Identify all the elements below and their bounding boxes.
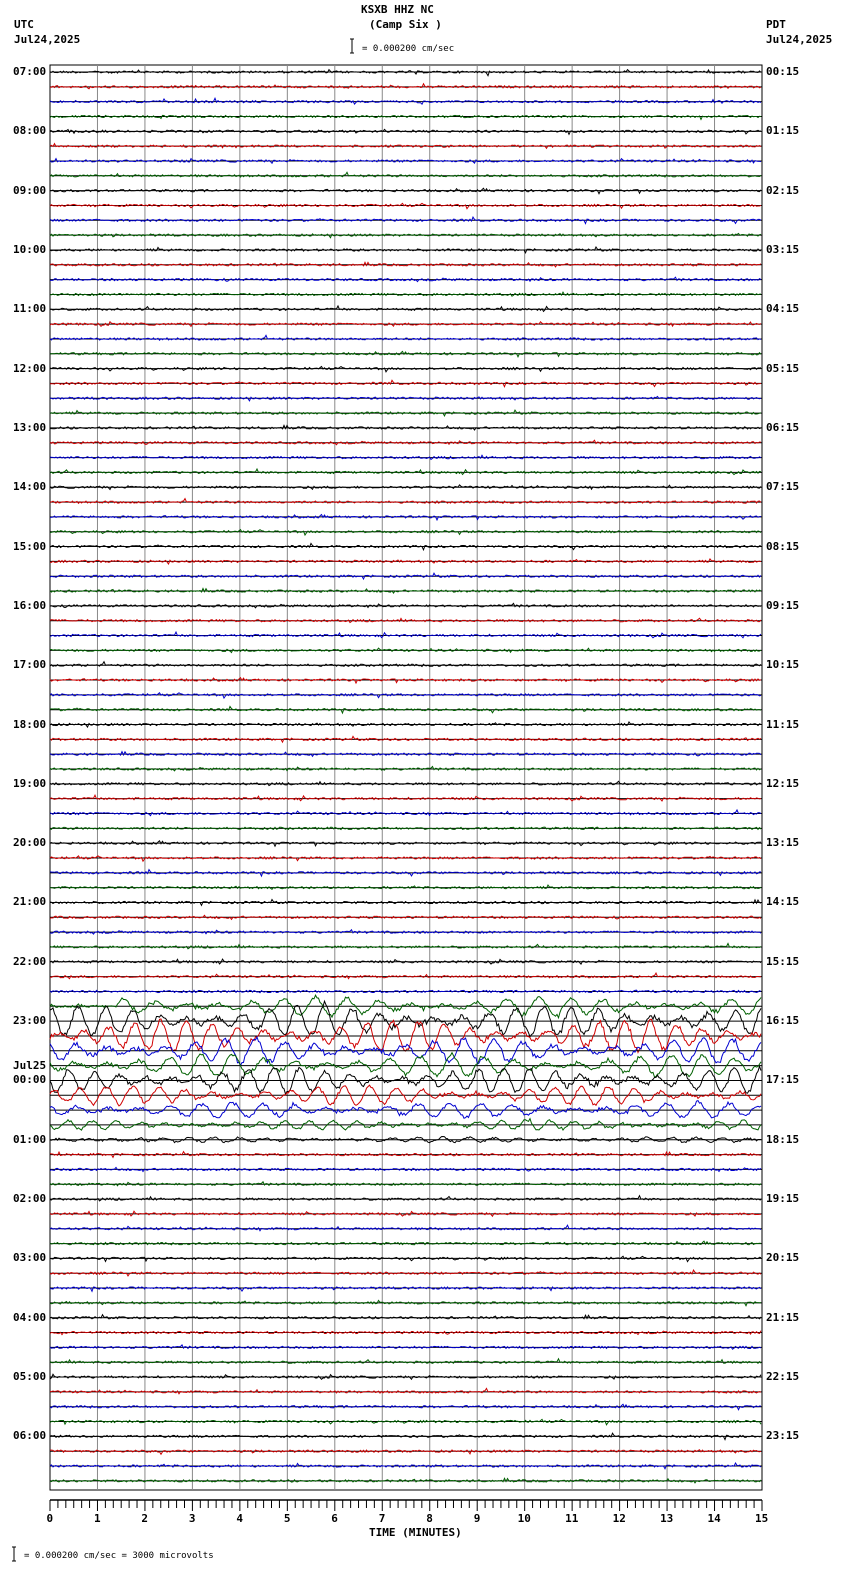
utc-hour-label: 15:00 bbox=[13, 539, 47, 553]
seismic-trace bbox=[50, 70, 761, 76]
seismic-trace bbox=[50, 1256, 761, 1261]
pdt-hour-label: 10:15 bbox=[766, 658, 800, 672]
pdt-hour-label: 22:15 bbox=[766, 1370, 800, 1384]
utc-hour-label: 14:00 bbox=[13, 480, 47, 494]
left-date: Jul24,2025 bbox=[14, 33, 81, 46]
utc-hour-label: 13:00 bbox=[13, 420, 47, 434]
seismic-trace bbox=[50, 367, 761, 372]
pdt-hour-label: 13:15 bbox=[766, 836, 800, 850]
pdt-hour-label: 20:15 bbox=[766, 1251, 800, 1265]
x-tick-label: 13 bbox=[660, 1512, 674, 1525]
x-tick-label: 7 bbox=[378, 1512, 386, 1525]
pdt-hour-label: 12:15 bbox=[766, 776, 800, 790]
x-tick-label: 3 bbox=[188, 1512, 196, 1525]
seismic-trace bbox=[50, 144, 761, 149]
pdt-hour-label: 14:15 bbox=[766, 895, 800, 909]
plot-frame bbox=[50, 65, 762, 1490]
utc-hour-label: 05:00 bbox=[13, 1370, 47, 1384]
seismic-trace bbox=[50, 247, 761, 253]
seismic-trace bbox=[50, 1241, 761, 1245]
seismic-trace bbox=[50, 172, 761, 177]
seismic-trace bbox=[50, 188, 761, 193]
pdt-hour-label: 18:15 bbox=[766, 1132, 800, 1146]
x-tick-label: 14 bbox=[707, 1512, 721, 1525]
x-tick-label: 2 bbox=[141, 1512, 149, 1525]
seismic-trace bbox=[50, 1119, 761, 1131]
seismic-trace bbox=[50, 1225, 761, 1231]
seismic-trace bbox=[50, 129, 761, 134]
utc-hour-label: 12:00 bbox=[13, 361, 47, 375]
seismic-trace bbox=[50, 515, 761, 520]
x-tick-label: 0 bbox=[46, 1512, 54, 1525]
seismic-trace bbox=[50, 1101, 761, 1119]
right-timezone: PDT bbox=[766, 18, 786, 31]
seismic-trace bbox=[50, 795, 761, 801]
seismic-trace bbox=[50, 1374, 761, 1379]
seismic-trace bbox=[50, 559, 761, 564]
scale-bar-icon bbox=[350, 39, 354, 53]
x-tick-label: 1 bbox=[93, 1512, 101, 1525]
seismic-trace bbox=[50, 944, 761, 949]
seismic-trace bbox=[50, 469, 761, 475]
seismic-trace bbox=[50, 693, 761, 698]
pdt-hour-label: 15:15 bbox=[766, 954, 800, 968]
utc-hour-label: 00:00 bbox=[13, 1073, 47, 1087]
seismic-trace bbox=[50, 827, 761, 830]
pdt-hour-label: 04:15 bbox=[766, 302, 800, 316]
pdt-hour-label: 17:15 bbox=[766, 1073, 800, 1087]
utc-hour-label: 01:00 bbox=[13, 1132, 47, 1146]
date-change-label: Jul25 bbox=[13, 1059, 47, 1073]
seismic-trace bbox=[50, 1331, 761, 1335]
utc-hour-label: 20:00 bbox=[13, 836, 47, 850]
right-date: Jul24,2025 bbox=[766, 33, 833, 46]
utc-hour-label: 08:00 bbox=[13, 124, 47, 138]
seismic-trace bbox=[50, 1287, 761, 1291]
pdt-hour-label: 05:15 bbox=[766, 361, 800, 375]
station-title: KSXB HHZ NC bbox=[361, 3, 434, 16]
x-tick-label: 8 bbox=[426, 1512, 433, 1525]
utc-hour-label: 11:00 bbox=[13, 302, 47, 316]
pdt-hour-label: 06:15 bbox=[766, 420, 800, 434]
x-tick-label: 4 bbox=[236, 1512, 243, 1525]
seismic-trace bbox=[50, 632, 761, 638]
pdt-hour-label: 09:15 bbox=[766, 598, 800, 612]
pdt-hour-label: 07:15 bbox=[766, 480, 800, 494]
utc-hour-label: 18:00 bbox=[13, 717, 47, 731]
footer-scale: = 0.000200 cm/sec = 3000 microvolts bbox=[24, 1551, 214, 1561]
utc-hour-label: 17:00 bbox=[13, 658, 47, 672]
seismic-trace bbox=[50, 306, 761, 312]
pdt-hour-label: 02:15 bbox=[766, 183, 800, 197]
x-tick-label: 6 bbox=[331, 1512, 338, 1525]
utc-hour-label: 16:00 bbox=[13, 598, 47, 612]
utc-hour-label: 09:00 bbox=[13, 183, 47, 197]
seismic-trace bbox=[50, 959, 761, 964]
seismic-trace bbox=[50, 1450, 761, 1455]
seismic-trace bbox=[50, 1388, 761, 1393]
seismic-trace bbox=[50, 915, 761, 919]
scale-label: = 0.000200 cm/sec bbox=[362, 44, 455, 54]
pdt-hour-label: 08:15 bbox=[766, 539, 800, 553]
seismic-trace bbox=[50, 499, 761, 504]
x-tick-label: 10 bbox=[517, 1512, 531, 1525]
utc-hour-label: 06:00 bbox=[13, 1429, 47, 1443]
utc-hour-label: 03:00 bbox=[13, 1251, 47, 1265]
seismic-trace bbox=[50, 678, 761, 683]
seismic-trace bbox=[50, 159, 761, 164]
x-axis-label: TIME (MINUTES) bbox=[369, 1526, 462, 1539]
pdt-hour-label: 03:15 bbox=[766, 242, 800, 256]
seismic-trace bbox=[50, 662, 761, 667]
pdt-hour-label: 23:15 bbox=[766, 1429, 800, 1443]
seismic-trace bbox=[50, 84, 761, 89]
seismic-trace bbox=[50, 335, 761, 340]
seismic-trace bbox=[50, 292, 761, 296]
seismic-trace bbox=[50, 1419, 761, 1424]
footer-scale-bar-icon bbox=[12, 1547, 16, 1561]
utc-hour-label: 07:00 bbox=[13, 65, 47, 78]
pdt-hour-label: 01:15 bbox=[766, 124, 800, 138]
utc-hour-label: 23:00 bbox=[13, 1014, 47, 1028]
x-tick-label: 5 bbox=[283, 1512, 291, 1525]
seismic-trace bbox=[50, 1196, 761, 1201]
x-tick-label: 9 bbox=[473, 1512, 481, 1525]
seismic-trace bbox=[50, 203, 761, 208]
x-tick-label: 12 bbox=[612, 1512, 626, 1525]
left-timezone: UTC bbox=[14, 18, 34, 31]
utc-hour-label: 22:00 bbox=[13, 954, 47, 968]
utc-hour-label: 02:00 bbox=[13, 1192, 47, 1206]
pdt-hour-label: 19:15 bbox=[766, 1192, 800, 1206]
seismic-trace bbox=[50, 973, 761, 979]
utc-hour-label: 04:00 bbox=[13, 1310, 47, 1324]
utc-hour-label: 19:00 bbox=[13, 776, 47, 790]
seismic-trace bbox=[50, 856, 761, 861]
pdt-hour-label: 16:15 bbox=[766, 1014, 800, 1028]
seismic-trace bbox=[50, 530, 761, 535]
seismic-trace bbox=[50, 1315, 761, 1319]
pdt-hour-label: 11:15 bbox=[766, 717, 800, 731]
pdt-hour-label: 00:15 bbox=[766, 65, 800, 78]
x-tick-label: 11 bbox=[565, 1512, 579, 1525]
utc-hour-label: 10:00 bbox=[13, 242, 47, 256]
station-location: (Camp Six ) bbox=[369, 18, 442, 31]
utc-hour-label: 21:00 bbox=[13, 895, 47, 909]
pdt-hour-label: 21:15 bbox=[766, 1310, 800, 1324]
x-tick-label: 15 bbox=[755, 1512, 769, 1525]
seismic-trace bbox=[50, 810, 761, 816]
seismic-trace bbox=[50, 485, 761, 490]
